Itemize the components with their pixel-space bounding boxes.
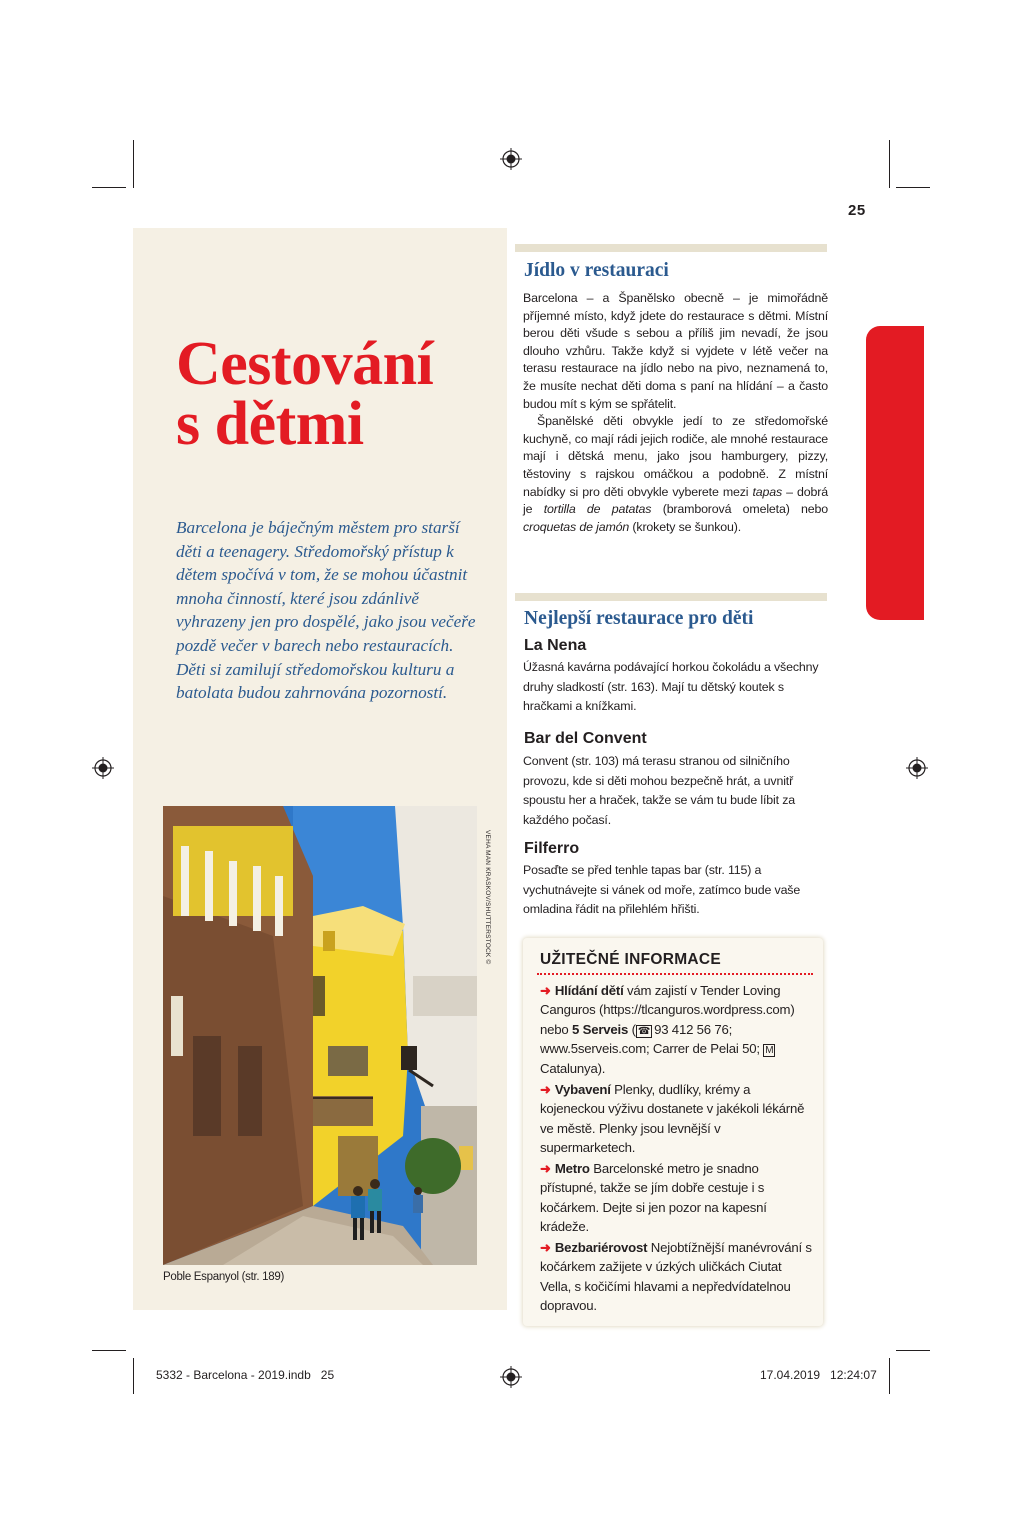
phone-icon: ☎	[637, 1025, 651, 1037]
crop-mark	[133, 140, 134, 188]
metro-icon: M	[765, 1045, 774, 1057]
crop-mark	[896, 1350, 930, 1351]
registration-mark-icon	[906, 757, 928, 779]
info-box-title: UŽITEČNÉ INFORMACE	[540, 951, 722, 968]
title-line: Cestování	[176, 330, 434, 398]
intro-text: Barcelona je báječným městem pro starší děti a teenagery. Středomořský přístup k dětem spočívá v tom, že se mohou účastnit mnoha činností, které jsou zdánlivě vyhrazeny jen pro dospělé, jako jsou večeře pozdě večer v barech nebo restauracích. Děti si zamilují středomořskou kulturu a batolata budou zahrnována pozorností.	[176, 518, 476, 703]
restaurant-description: Convent (str. 103) má terasu stranou od silničního provozu, kde si děti mohou bezpečně hrát, a uvnitř spoustu her a hraček, takže se vám tu bude líbit za každého počasí.	[523, 754, 795, 827]
photo-caption: Poble Espanyol (str. 189)	[163, 1271, 284, 1283]
title-line: s dětmi	[176, 390, 364, 458]
arrow-icon: ➜	[540, 1082, 551, 1097]
section-divider	[515, 244, 827, 252]
street-photo	[163, 806, 477, 1265]
section-title: Jídlo v restauraci	[524, 260, 669, 281]
crop-mark	[133, 1358, 134, 1394]
arrow-icon: ➜	[540, 1161, 551, 1176]
crop-mark	[92, 187, 126, 188]
registration-mark-icon	[92, 757, 114, 779]
paragraph: Španělské děti obvykle jedí to ze středomořské kuchyně, co mají rádi jejich rodiče, ale mnohé restaurace mají i dětská menu, jako jsou hamburgery, pizzy, těstoviny s rajskou omáčkou a podobně. Z místní nabídky si pro děti obvykle vyberete mezi tapas – dobrá je tortilla de patatas (bramborová omeleta) nebo croquetas de jamón (krokety se šunkou).	[523, 414, 828, 534]
page-title	[176, 330, 506, 458]
crop-mark	[889, 140, 890, 188]
restaurant-name: Filferro	[524, 840, 580, 857]
crop-mark	[896, 187, 930, 188]
restaurant-name: Bar del Convent	[524, 730, 647, 747]
info-item: ➜ Bezbariérovost Nejobtížnější manévrování s kočárkem zažijete v úzkých uličkách Ciutat Vella, s kočičími hlavami a nepředvídatelnou dopravou.	[540, 1240, 812, 1314]
dotted-divider	[537, 973, 813, 975]
print-slug-right: 17.04.2019 12:24:07	[760, 1368, 877, 1382]
section-divider	[515, 593, 827, 601]
section-body	[523, 290, 828, 536]
chapter-tab	[866, 326, 924, 620]
arrow-icon: ➜	[540, 1240, 551, 1255]
photo-credit: VEHA MAN KRASKOV/SHUTTERSTOCK ©	[484, 830, 491, 965]
restaurant-description: Posaďte se před tenhle tapas bar (str. 115) a vychutnávejte si vánek od moře, zatímco bude vaše omladina řádit na přilehlém hřišti.	[523, 863, 801, 916]
crop-mark	[889, 1358, 890, 1394]
info-item: ➜ Metro Barcelonské metro je snadno přístupné, takže se jím dobře cestuje i s kočárkem. Dejte si jen pozor na kapesní krádeže.	[540, 1161, 767, 1235]
arrow-icon: ➜	[540, 983, 551, 998]
crop-mark	[92, 1350, 126, 1351]
restaurant-description: Úžasná kavárna podávající horkou čokoládu a všechny druhy sladkostí (str. 163). Mají tu dětský koutek s hračkami a knížkami.	[523, 660, 819, 713]
page-number: 25	[848, 202, 866, 219]
info-item: ➜ Hlídání dětí vám zajistí v Tender Loving Canguros (https://tlcanguros.wordpress.com) nebo 5 Serveis ( ☎ 93 412 56 76; www.5serveis.com; Carrer de Pelai 50; MCatalunya).	[540, 983, 795, 1076]
section-title: Nejlepší restaurace pro děti	[524, 608, 754, 629]
registration-mark-icon	[500, 148, 522, 170]
print-slug-left: 5332 - Barcelona - 2019.indb 25	[156, 1368, 335, 1382]
paragraph: Barcelona – a Španělsko obecně – je mimořádně příjemné místo, když jdete do restaurace s dětmi. Místní berou děti všude s sebou a příliš jim nevadí, že jsou dlouho vzhůru. Takže když si vyjdete v létě večer na terasu restaurace na jídlo nebo na pivo, neznamená to, že musíte nechat děti doma s paní na hlídání – a často budou mít s kým se spřátelit.	[523, 291, 828, 411]
restaurant-name: La Nena	[524, 637, 587, 654]
info-item: ➜ Vybavení Plenky, dudlíky, krémy a kojeneckou výživu dostanete v jakékoli lékárně ve městě. Plenky jsou levnější v supermarketech.	[540, 1082, 805, 1156]
registration-mark-icon	[500, 1366, 522, 1388]
